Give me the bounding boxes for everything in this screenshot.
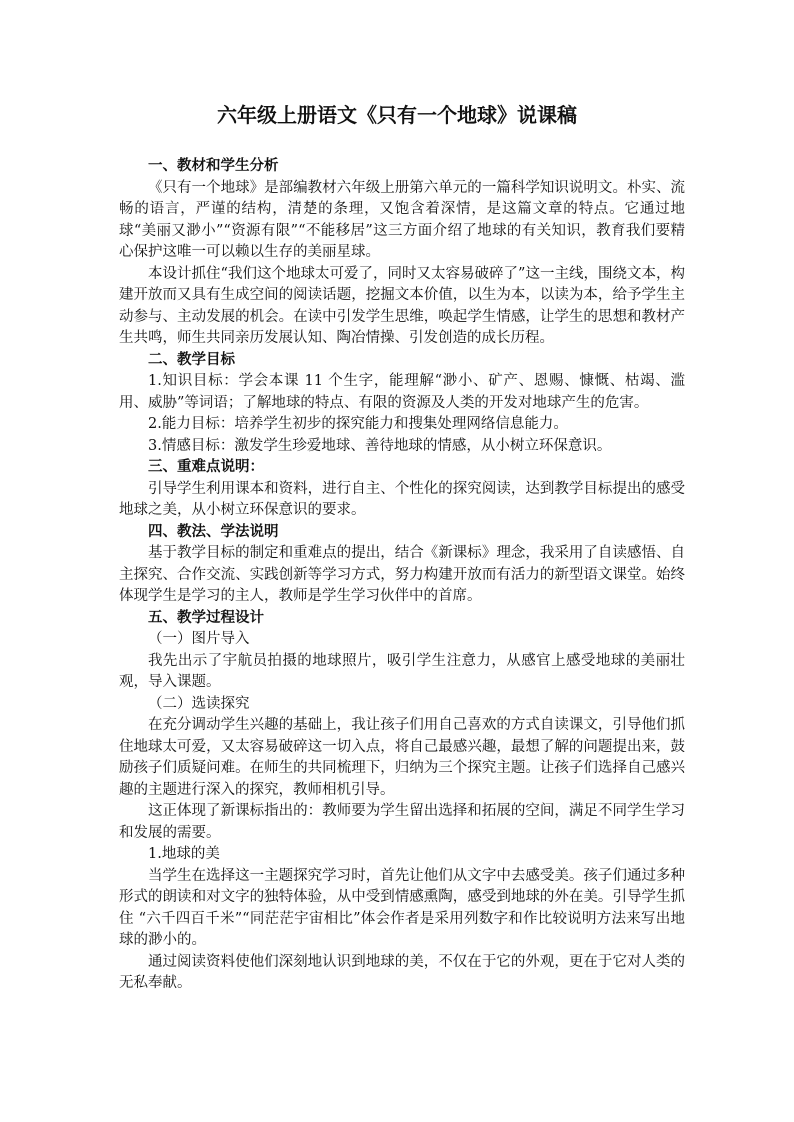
document-body (119, 156, 685, 995)
body-paragraph: 通过阅读资料使他们深刻地认识到地球的美，不仅在于它的外观，更在于它对人类的无私奉献。 (119, 953, 685, 991)
section-heading: 四、教法、学法说明 (148, 523, 279, 540)
section-heading: 二、教学目标 (148, 351, 235, 368)
subsection-heading: （二）选读探究 (148, 695, 250, 712)
body-paragraph: 1.知识目标：学会本课 11 个生字，能理解“渺小、矿产、恩赐、慷慨、枯竭、滥用、威胁”等词语；了解地球的特点、有限的资源及人类的开发对地球产生的危害。 (119, 373, 685, 411)
body-paragraph: 3.情感目标：激发学生珍爱地球、善待地球的情感，从小树立环保意识。 (148, 437, 612, 454)
body-paragraph: 《只有一个地球》是部编教材六年级上册第六单元的一篇科学知识说明文。朴实、流畅的语言，严谨的结构，清楚的条理，又饱含着深情，是这篇文章的特点。它通过地球“美丽又渺小”“资源有限”“不能移居”这三方面介绍了地球的有关知识，教育我们要精心保护这唯一可以赖以生存的美丽星球。 (119, 179, 685, 260)
section-heading: 五、教学过程设计 (148, 609, 264, 626)
body-paragraph: 在充分调动学生兴趣的基础上，我让孩子们用自己喜欢的方式自读课文，引导他们抓住地球太可爱，又太容易破碎这一切入点，将自己最感兴趣，最想了解的问题提出来，鼓励孩子们质疑问难。在师生的共同梳理下，归纳为三个探究主题。让孩子们选择自己感兴趣的主题进行深入的探究，教师相机引导。 (119, 717, 685, 798)
body-paragraph: 这正体现了新课标指出的：教师要为学生留出选择和拓展的空间，满足不同学生学习和发展的需要。 (119, 803, 685, 841)
subsection-heading: （一）图片导入 (148, 631, 250, 647)
body-paragraph: 当学生在选择这一主题探究学习时，首先让他们从文字中去感受美。孩子们通过多种形式的朗读和对文字的独特体验，从中受到情感熏陶，感受到地球的外在美。引导学生抓住 “六千四百千米”“同茫茫宇宙相比”体会作者是采用列数字和作比较说明方法来写出地球的渺小的。 (119, 867, 685, 948)
body-paragraph: 基于教学目标的制定和重难点的提出，结合《新课标》理念，我采用了自读感悟、自主探究、合作交流、实践创新等学习方式，努力构建开放而有活力的新型语文课堂。始终体现学生是学习的主人，教师是学生学习伙伴中的首席。 (119, 545, 685, 604)
subsection-heading: 1.地球的美 (148, 846, 220, 862)
document-title: 六年级上册语文《只有一个地球》说课稿 (217, 103, 577, 127)
section-heading: 一、教材和学生分析 (148, 158, 279, 174)
body-paragraph: 我先出示了宇航员拍摄的地球照片，吸引学生注意力，从感官上感受地球的美丽壮观，导入课题。 (119, 652, 685, 690)
body-paragraph: 2.能力目标：培养学生初步的探究能力和搜集处理网络信息能力。 (148, 416, 568, 432)
body-paragraph: 引导学生利用课本和资料，进行自主、个性化的探究阅读，达到教学目标提出的感受地球之美，从小树立环保意识的要求。 (119, 480, 685, 518)
body-paragraph: 本设计抓住“我们这个地球太可爱了，同时又太容易破碎了”这一主线，围绕文本，构建开放而又具有生成空间的阅读话题，挖掘文本价值，以生为本，以读为本，给予学生主动参与、主动发展的机会。在读中引发学生思维，唤起学生情感，让学生的思想和教材产生共鸣，师生共同亲历发展认知、陶冶情操、引发创造的成长历程。 (119, 265, 685, 346)
section-heading: 三、重难点说明： (148, 459, 264, 475)
